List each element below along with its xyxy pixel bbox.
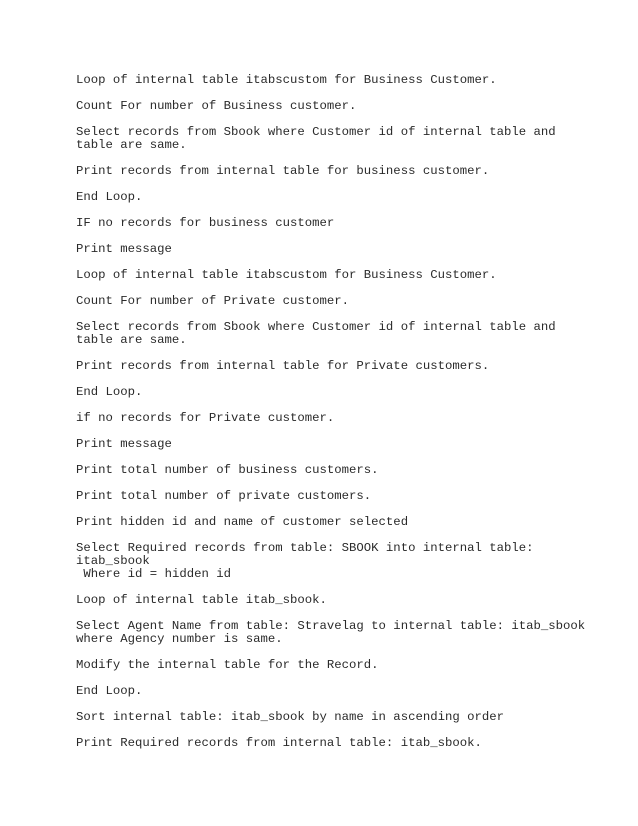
paragraph-print-required: Print Required records from internal table: itab_sbook. — [76, 736, 482, 750]
paragraph-sort: Sort internal table: itab_sbook by name in ascending order — [76, 710, 505, 724]
paragraph-select-agent: Select Agent Name from table: Stravelag to internal table: itab_sbook where Agency number is same. — [76, 619, 586, 646]
paragraph-count-private: Count For number of Private customer. — [76, 294, 350, 308]
paragraph-print-message-business: Print message — [76, 242, 172, 256]
paragraph-total-private: Print total number of private customers. — [76, 489, 372, 503]
paragraph-end-loop-private: End Loop. — [76, 385, 143, 399]
paragraph-loop-itab-sbook: Loop of internal table itab_sbook. — [76, 593, 327, 607]
paragraph-hidden-id: Print hidden id and name of customer selected — [76, 515, 409, 529]
paragraph-print-message-private: Print message — [76, 437, 172, 451]
paragraph-loop-private: Loop of internal table itabscustom for Business Customer. — [76, 268, 497, 282]
paragraph-modify: Modify the internal table for the Record. — [76, 658, 379, 672]
paragraph-count-business: Count For number of Business customer. — [76, 99, 357, 113]
paragraph-if-no-business: IF no records for business customer — [76, 216, 335, 230]
paragraph-if-no-private: if no records for Private customer. — [76, 411, 335, 425]
paragraph-end-loop-business: End Loop. — [76, 190, 143, 204]
document-body — [76, 74, 616, 763]
paragraph-end-loop-itab: End Loop. — [76, 684, 143, 698]
paragraph-loop-business: Loop of internal table itabscustom for Business Customer. — [76, 73, 497, 87]
paragraph-select-sbook-private: Select records from Sbook where Customer id of internal table and table are same. — [76, 320, 556, 347]
paragraph-select-sbook-business: Select records from Sbook where Customer id of internal table and table are same. — [76, 125, 556, 152]
paragraph-total-business: Print total number of business customers. — [76, 463, 379, 477]
paragraph-print-private: Print records from internal table for Private customers. — [76, 359, 490, 373]
paragraph-select-required: Select Required records from table: SBOOK into internal table: itab_sbook Where id = hidden id — [76, 541, 534, 581]
paragraph-print-business: Print records from internal table for business customer. — [76, 164, 490, 178]
